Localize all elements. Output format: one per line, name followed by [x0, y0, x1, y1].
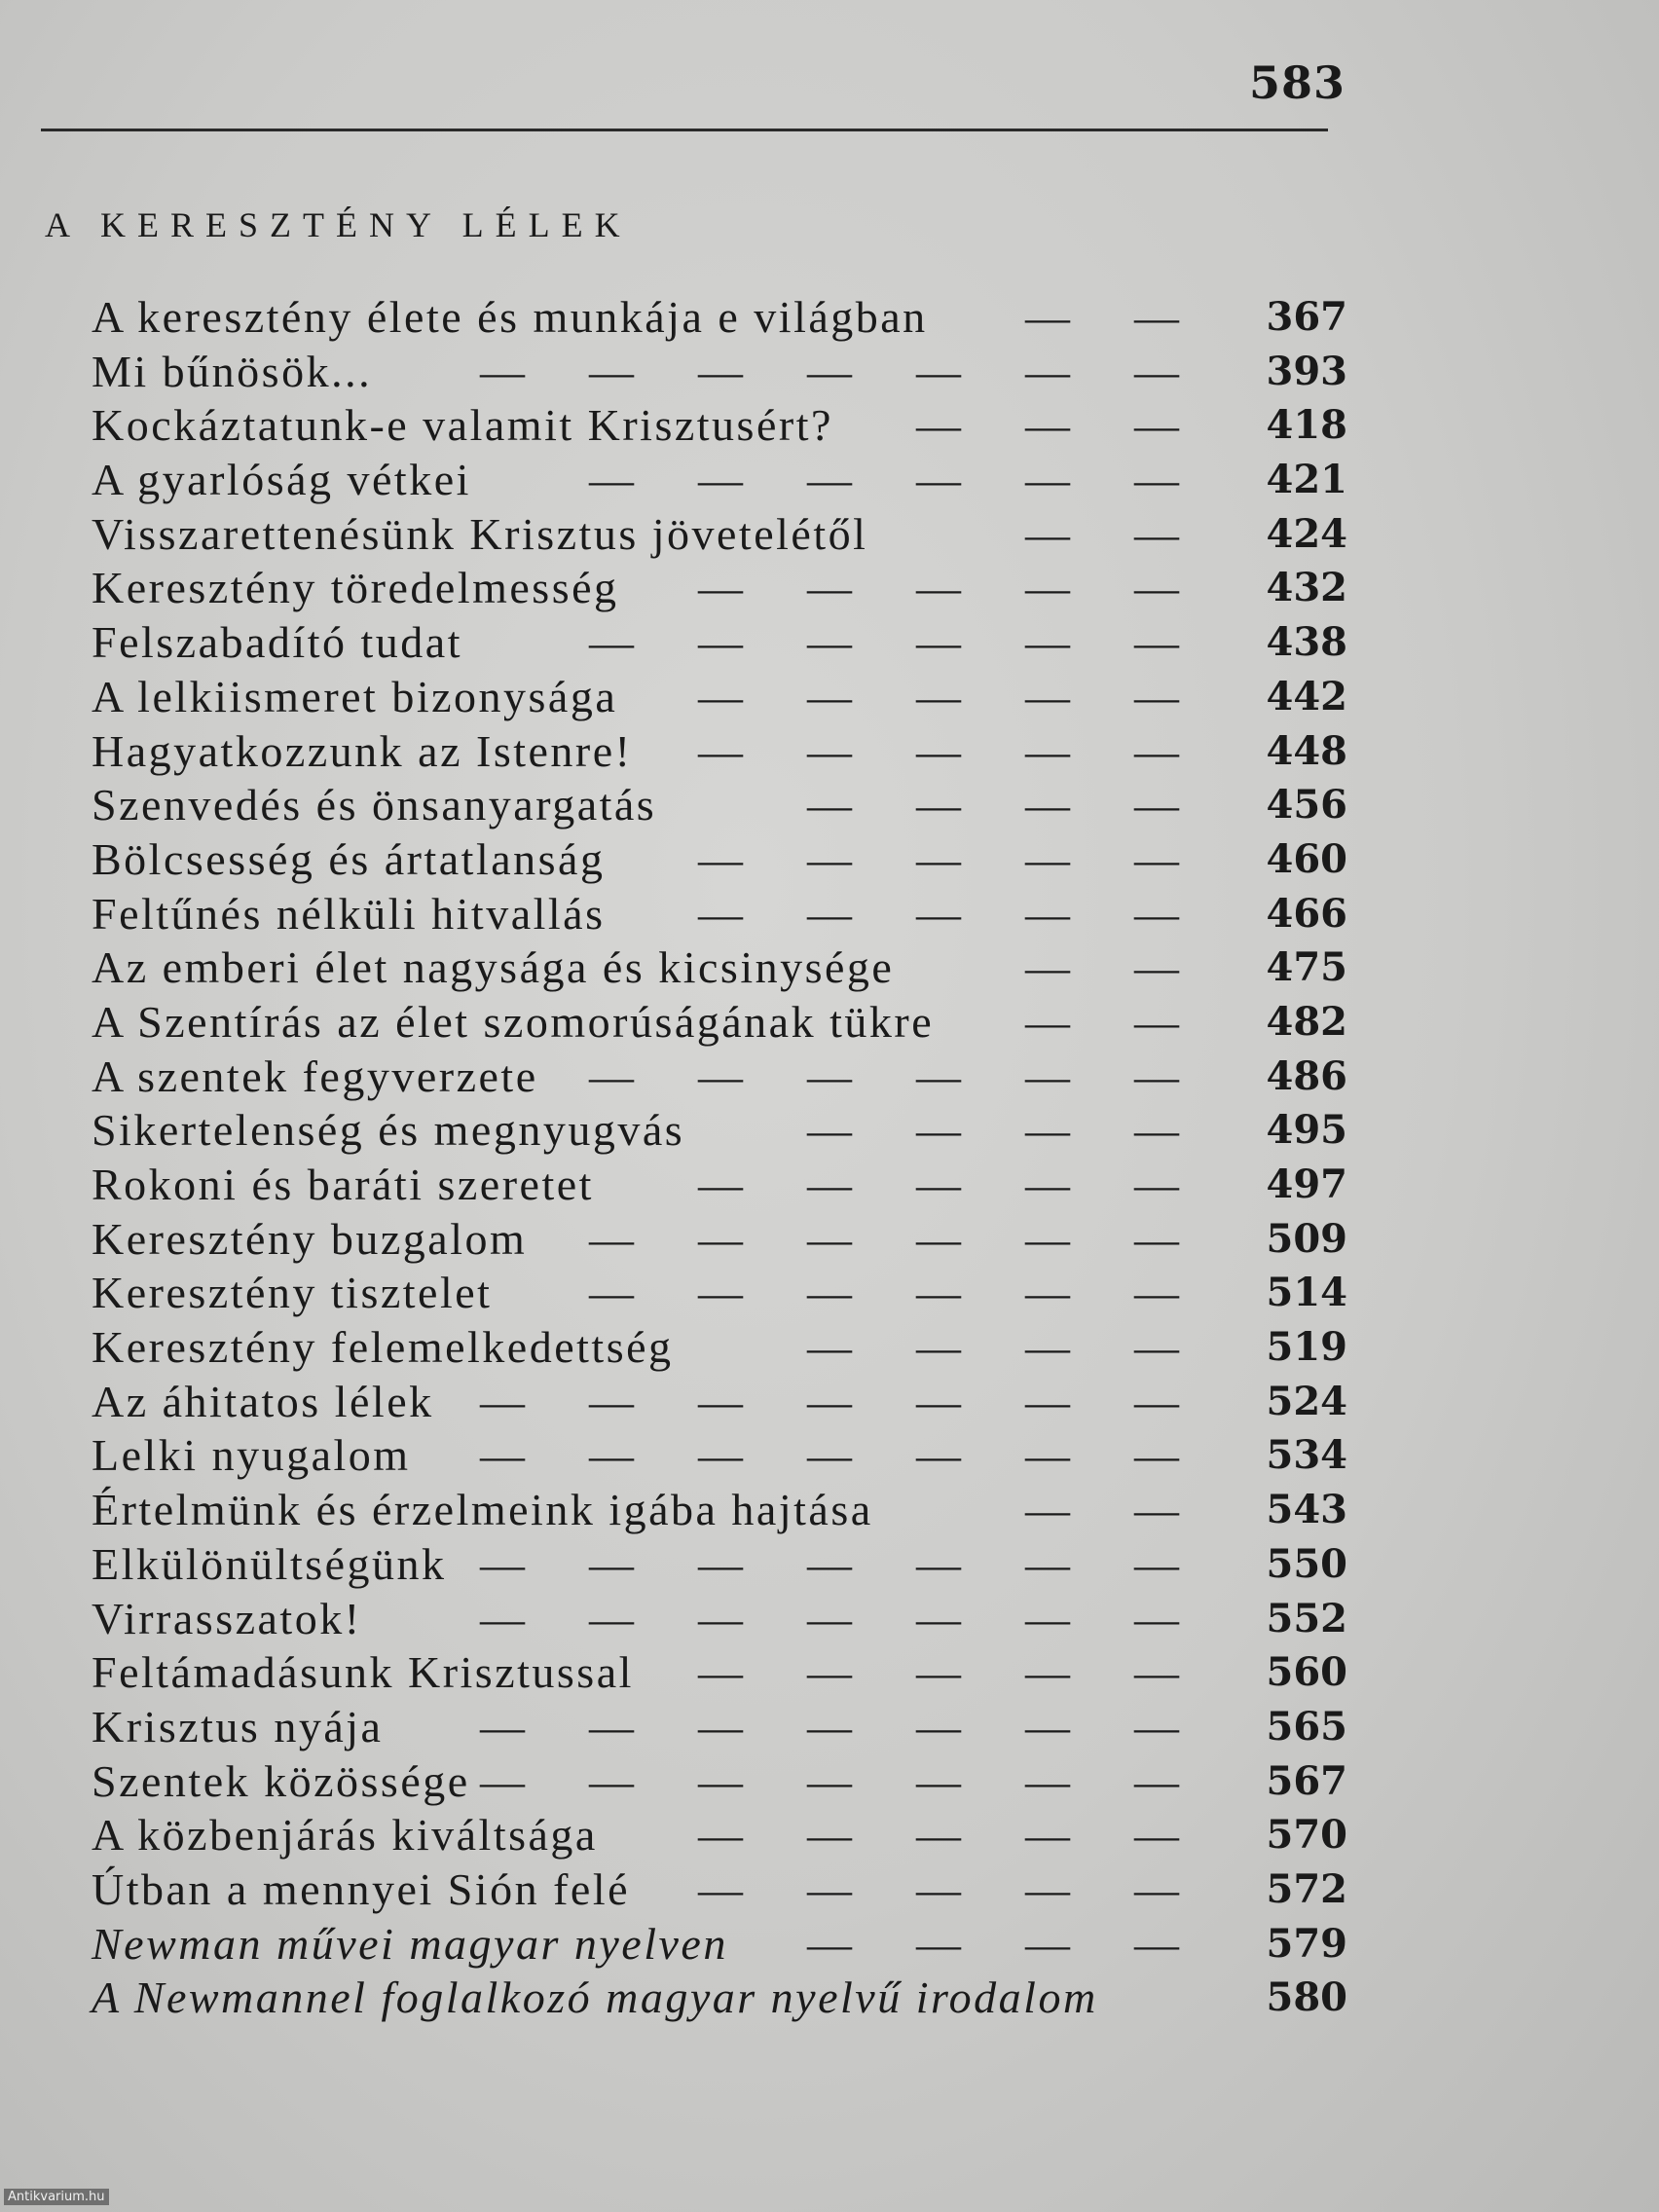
leader-dash: —	[1134, 780, 1179, 830]
leader-dash: —	[589, 1538, 634, 1589]
leader-dash: —	[698, 1376, 743, 1426]
leader-dash: —	[1134, 563, 1179, 613]
leader-dash: —	[916, 1376, 961, 1426]
toc-entry-leader	[448, 1592, 1211, 1646]
leader-dash: —	[1025, 1863, 1070, 1914]
leader-dash: —	[1025, 1105, 1070, 1156]
toc-entry-page: 552	[1266, 1595, 1347, 1641]
toc-entry-title: A Szentírás az élet szomorúságának tükre	[92, 996, 935, 1047]
leader-dash: —	[1025, 1538, 1070, 1589]
toc-entry-leader	[666, 1862, 1211, 1917]
leader-dash: —	[807, 1538, 852, 1589]
toc-entry-leader	[666, 1158, 1211, 1212]
leader-dash: —	[698, 617, 743, 668]
toc-entry-page: 580	[1266, 1974, 1347, 2021]
leader-dash: —	[916, 1538, 961, 1589]
toc-entry-page: 421	[1266, 457, 1347, 503]
leader-dash: —	[1134, 1863, 1179, 1914]
leader-dash: —	[916, 1701, 961, 1751]
toc-entry-page: 367	[1266, 294, 1347, 340]
leader-dash: —	[807, 1593, 852, 1643]
toc-entry	[92, 453, 1347, 507]
toc-entry	[92, 1971, 1347, 2025]
leader-dash: —	[916, 888, 961, 939]
toc-entry-leader	[557, 1212, 1211, 1267]
toc-entry-title: Keresztény buzgalom	[92, 1213, 528, 1264]
leader-dash: —	[1025, 833, 1070, 884]
leader-dash: —	[807, 1647, 852, 1698]
leader-dash: —	[807, 1322, 852, 1373]
toc-entry	[92, 1592, 1347, 1646]
leader-dash: —	[807, 1430, 852, 1481]
leader-dash: —	[916, 1322, 961, 1373]
leader-dash: —	[698, 1810, 743, 1861]
toc-entry-page: 572	[1266, 1865, 1347, 1912]
toc-entry-page: 567	[1266, 1757, 1347, 1804]
leader-dash: —	[807, 1105, 852, 1156]
toc-entry-leader	[775, 1103, 1211, 1158]
leader-dash: —	[1025, 1160, 1070, 1209]
leader-dash: —	[589, 1430, 634, 1481]
leader-dash: —	[698, 833, 743, 884]
leader-dash: —	[1134, 1538, 1179, 1589]
toc-entry	[92, 290, 1347, 345]
leader-dash: —	[480, 1701, 525, 1751]
page-number: 583	[1248, 56, 1346, 109]
toc-entry	[92, 1212, 1347, 1267]
leader-dash: —	[589, 617, 634, 668]
leader-dash: —	[698, 1268, 743, 1318]
toc-entry-page: 456	[1266, 782, 1347, 829]
leader-dash: —	[480, 346, 525, 396]
toc-entry	[92, 345, 1347, 399]
leader-dash: —	[807, 1268, 852, 1318]
toc-entry-page: 534	[1266, 1432, 1347, 1479]
leader-dash: —	[589, 1755, 634, 1806]
toc-entry-title: A szentek fegyverzete	[92, 1051, 538, 1101]
leader-dash: —	[1025, 508, 1070, 559]
leader-dash: —	[1134, 1213, 1179, 1264]
toc-entry-page: 460	[1266, 835, 1347, 882]
leader-dash: —	[1134, 1810, 1179, 1861]
section-title: A KERESZTÉNY LÉLEK	[45, 205, 632, 244]
leader-dash: —	[1025, 1485, 1070, 1535]
toc-entry-title: Visszarettenésünk Krisztus jövetelétől	[92, 508, 868, 559]
table-of-contents	[92, 290, 1347, 2025]
toc-entry-leader	[448, 1537, 1211, 1592]
leader-dash: —	[1134, 508, 1179, 559]
toc-entry-page: 543	[1266, 1487, 1347, 1533]
leader-dash: —	[1025, 1213, 1070, 1264]
leader-dash: —	[480, 1430, 525, 1481]
toc-entry-leader	[993, 995, 1211, 1050]
toc-entry	[92, 1862, 1347, 1917]
toc-entry-page: 509	[1266, 1215, 1347, 1262]
toc-entry-page: 570	[1266, 1812, 1347, 1859]
toc-entry-title: A Newmannel foglalkozó magyar nyelvű irodalom	[92, 1972, 1098, 2023]
leader-dash: —	[1025, 1701, 1070, 1751]
toc-entry	[92, 1266, 1347, 1320]
leader-dash: —	[916, 1160, 961, 1209]
leader-dash: —	[1134, 888, 1179, 939]
toc-entry-page: 495	[1266, 1107, 1347, 1154]
leader-dash: —	[807, 346, 852, 396]
leader-dash: —	[1025, 1918, 1070, 1969]
toc-entry-title: Keresztény felemelkedettség	[92, 1322, 674, 1373]
toc-entry-leader	[775, 778, 1211, 832]
toc-entry-page: 442	[1266, 673, 1347, 719]
toc-entry-leader	[666, 887, 1211, 941]
toc-entry	[92, 670, 1347, 724]
leader-dash: —	[916, 1918, 961, 1969]
toc-entry	[92, 1700, 1347, 1754]
leader-dash: —	[589, 1593, 634, 1643]
leader-dash: —	[916, 1051, 961, 1101]
leader-dash: —	[1134, 1755, 1179, 1806]
leader-dash: —	[1025, 942, 1070, 993]
toc-entry	[92, 1645, 1347, 1700]
leader-dash: —	[698, 671, 743, 721]
leader-dash: —	[1025, 996, 1070, 1047]
toc-entry-leader	[666, 1645, 1211, 1700]
leader-dash: —	[1025, 292, 1070, 342]
leader-dash: —	[1134, 1918, 1179, 1969]
leader-dash: —	[698, 346, 743, 396]
toc-entry-page: 475	[1266, 944, 1347, 991]
leader-dash: —	[480, 1538, 525, 1589]
leader-dash: —	[1134, 1322, 1179, 1373]
leader-dash: —	[916, 833, 961, 884]
toc-entry-page: 393	[1266, 348, 1347, 394]
leader-dash: —	[807, 1051, 852, 1101]
leader-dash: —	[698, 725, 743, 776]
toc-entry-page: 424	[1266, 510, 1347, 557]
leader-dash: —	[1134, 996, 1179, 1047]
leader-dash: —	[698, 1051, 743, 1101]
toc-entry-page: 514	[1266, 1270, 1347, 1316]
toc-entry-leader	[993, 290, 1211, 345]
leader-dash: —	[916, 1430, 961, 1481]
leader-dash: —	[807, 671, 852, 721]
leader-dash: —	[698, 1430, 743, 1481]
leader-dash: —	[916, 1810, 961, 1861]
toc-entry-page: 466	[1266, 890, 1347, 937]
toc-entry-leader	[666, 832, 1211, 887]
toc-entry-title: Krisztus nyája	[92, 1701, 384, 1751]
leader-dash: —	[1134, 1105, 1179, 1156]
toc-entry-page: 486	[1266, 1052, 1347, 1099]
leader-dash: —	[698, 1755, 743, 1806]
toc-entry	[92, 615, 1347, 670]
leader-dash: —	[916, 617, 961, 668]
leader-dash: —	[807, 725, 852, 776]
toc-entry-title: Feltűnés nélküli hitvallás	[92, 888, 606, 939]
toc-entry-title: Newman művei magyar nyelven	[92, 1918, 728, 1969]
leader-dash: —	[807, 563, 852, 613]
leader-dash: —	[916, 346, 961, 396]
leader-dash: —	[698, 1863, 743, 1914]
toc-entry	[92, 398, 1347, 453]
leader-dash: —	[698, 888, 743, 939]
toc-entry-title: Szenvedés és önsanyargatás	[92, 780, 657, 830]
toc-entry-page: 448	[1266, 727, 1347, 774]
leader-dash: —	[589, 1213, 634, 1264]
toc-entry-leader	[557, 615, 1211, 670]
leader-dash: —	[1025, 780, 1070, 830]
leader-dash: —	[1025, 1322, 1070, 1373]
toc-entry-title: Keresztény töredelmesség	[92, 563, 619, 613]
toc-entry-leader	[666, 561, 1211, 615]
leader-dash: —	[916, 1647, 961, 1698]
toc-entry-title: Hagyatkozzunk az Istenre!	[92, 725, 633, 776]
toc-entry-leader	[993, 1483, 1211, 1537]
leader-dash: —	[807, 1810, 852, 1861]
leader-dash: —	[1134, 1430, 1179, 1481]
toc-entry-title: Útban a mennyei Sión felé	[92, 1863, 631, 1914]
leader-dash: —	[1134, 1051, 1179, 1101]
leader-dash: —	[1134, 1701, 1179, 1751]
leader-dash: —	[1025, 725, 1070, 776]
toc-entry	[92, 1050, 1347, 1104]
leader-dash: —	[807, 1160, 852, 1209]
toc-entry-leader	[666, 670, 1211, 724]
toc-entry	[92, 1917, 1347, 1972]
toc-entry	[92, 1537, 1347, 1592]
toc-entry-leader	[993, 940, 1211, 995]
toc-entry-leader	[666, 724, 1211, 779]
leader-dash: —	[916, 780, 961, 830]
toc-entry-title: A keresztény élete és munkája e világban	[92, 292, 928, 342]
toc-entry-leader	[666, 1808, 1211, 1862]
leader-dash: —	[807, 455, 852, 505]
leader-dash: —	[916, 455, 961, 505]
leader-dash: —	[698, 455, 743, 505]
toc-entry	[92, 887, 1347, 941]
leader-dash: —	[589, 1701, 634, 1751]
leader-dash: —	[1134, 292, 1179, 342]
leader-dash: —	[916, 1593, 961, 1643]
toc-entry-title: Az emberi élet nagysága és kicsinysége	[92, 942, 895, 993]
toc-entry-title: Kockáztatunk-e valamit Krisztusért?	[92, 400, 833, 451]
toc-entry-title: Rokoni és baráti szeretet	[92, 1160, 594, 1209]
toc-entry-title: Virrasszatok!	[92, 1593, 362, 1643]
leader-dash: —	[1134, 346, 1179, 396]
leader-dash: —	[1025, 671, 1070, 721]
toc-entry-title: Keresztény tisztelet	[92, 1268, 493, 1318]
leader-dash: —	[916, 563, 961, 613]
toc-entry	[92, 1754, 1347, 1809]
toc-entry-leader	[448, 1700, 1211, 1754]
toc-entry	[92, 940, 1347, 995]
leader-dash: —	[1025, 1593, 1070, 1643]
leader-dash: —	[1134, 400, 1179, 451]
leader-dash: —	[1025, 1430, 1070, 1481]
toc-entry-leader	[448, 1428, 1211, 1483]
toc-entry-page: 482	[1266, 998, 1347, 1045]
leader-dash: —	[698, 1213, 743, 1264]
toc-entry-title: A közbenjárás kiváltsága	[92, 1810, 598, 1861]
leader-dash: —	[916, 1213, 961, 1264]
toc-entry	[92, 778, 1347, 832]
leader-dash: —	[916, 725, 961, 776]
toc-entry-page: 524	[1266, 1378, 1347, 1424]
leader-dash: —	[1134, 1485, 1179, 1535]
leader-dash: —	[698, 1538, 743, 1589]
toc-entry	[92, 1320, 1347, 1375]
toc-entry-title: Bölcsesség és ártatlanság	[92, 833, 606, 884]
toc-entry-page: 565	[1266, 1703, 1347, 1750]
toc-entry-leader	[993, 507, 1211, 562]
leader-dash: —	[698, 1160, 743, 1209]
toc-entry-title: Feltámadásunk Krisztussal	[92, 1647, 634, 1698]
leader-dash: —	[807, 780, 852, 830]
leader-dash: —	[480, 1593, 525, 1643]
toc-entry	[92, 1428, 1347, 1483]
leader-dash: —	[480, 1376, 525, 1426]
leader-dash: —	[1025, 1647, 1070, 1698]
toc-entry-title: Az áhitatos lélek	[92, 1376, 434, 1426]
toc-entry	[92, 1103, 1347, 1158]
leader-dash: —	[1025, 888, 1070, 939]
leader-dash: —	[1025, 563, 1070, 613]
toc-entry-leader	[775, 1320, 1211, 1375]
leader-dash: —	[589, 1051, 634, 1101]
leader-dash: —	[589, 1268, 634, 1318]
toc-entry-page: 497	[1266, 1161, 1347, 1207]
toc-entry-leader	[557, 1266, 1211, 1320]
toc-entry-title: Szentek közössége	[92, 1755, 470, 1806]
toc-entry-leader	[448, 1375, 1211, 1429]
header-rule	[41, 129, 1328, 131]
leader-dash: —	[1134, 942, 1179, 993]
toc-entry-title: Értelmünk és érzelmeink igába hajtása	[92, 1485, 873, 1535]
toc-entry-title: Elkülönültségünk	[92, 1538, 447, 1589]
leader-dash: —	[1025, 1810, 1070, 1861]
toc-entry-page: 418	[1266, 402, 1347, 449]
leader-dash: —	[1134, 617, 1179, 668]
toc-entry-page: 550	[1266, 1540, 1347, 1587]
leader-dash: —	[1134, 1647, 1179, 1698]
toc-entry-leader	[448, 1754, 1211, 1809]
toc-entry	[92, 832, 1347, 887]
leader-dash: —	[807, 1755, 852, 1806]
leader-dash: —	[807, 1376, 852, 1426]
toc-entry	[92, 1158, 1347, 1212]
leader-dash: —	[1025, 346, 1070, 396]
toc-entry-title: Lelki nyugalom	[92, 1430, 411, 1481]
toc-entry	[92, 1483, 1347, 1537]
toc-entry	[92, 995, 1347, 1050]
toc-entry	[92, 561, 1347, 615]
leader-dash: —	[916, 1105, 961, 1156]
toc-entry-title: Felszabadító tudat	[92, 617, 462, 668]
leader-dash: —	[807, 1701, 852, 1751]
leader-dash: —	[1134, 671, 1179, 721]
leader-dash: —	[1025, 1755, 1070, 1806]
leader-dash: —	[698, 1593, 743, 1643]
toc-entry-leader	[557, 453, 1211, 507]
toc-entry	[92, 1808, 1347, 1862]
toc-entry-title: Sikertelenség és megnyugvás	[92, 1105, 685, 1156]
leader-dash: —	[1134, 455, 1179, 505]
leader-dash: —	[916, 1863, 961, 1914]
leader-dash: —	[589, 455, 634, 505]
toc-entry-title: Mi bűnösök...	[92, 346, 373, 396]
leader-dash: —	[1025, 1376, 1070, 1426]
leader-dash: —	[1025, 1051, 1070, 1101]
watermark: Antikvarium.hu	[4, 2189, 109, 2205]
toc-entry-title: A gyarlóság vétkei	[92, 455, 471, 505]
leader-dash: —	[807, 833, 852, 884]
toc-entry	[92, 1375, 1347, 1429]
leader-dash: —	[1134, 1268, 1179, 1318]
toc-entry-leader	[557, 1050, 1211, 1104]
leader-dash: —	[807, 1918, 852, 1969]
leader-dash: —	[698, 563, 743, 613]
leader-dash: —	[1134, 1160, 1179, 1209]
toc-entry-title: A lelkiismeret bizonysága	[92, 671, 618, 721]
toc-entry	[92, 724, 1347, 779]
toc-entry-leader	[775, 1917, 1211, 1972]
leader-dash: —	[807, 617, 852, 668]
toc-entry-page: 432	[1266, 565, 1347, 611]
leader-dash: —	[916, 400, 961, 451]
leader-dash: —	[807, 1213, 852, 1264]
leader-dash: —	[1025, 455, 1070, 505]
leader-dash: —	[698, 1647, 743, 1698]
toc-entry	[92, 507, 1347, 562]
toc-entry-page: 438	[1266, 619, 1347, 666]
leader-dash: —	[916, 1755, 961, 1806]
leader-dash: —	[1025, 617, 1070, 668]
leader-dash: —	[916, 671, 961, 721]
leader-dash: —	[1134, 1376, 1179, 1426]
leader-dash: —	[480, 1755, 525, 1806]
leader-dash: —	[589, 1376, 634, 1426]
leader-dash: —	[1134, 1593, 1179, 1643]
toc-entry-leader	[448, 345, 1211, 399]
leader-dash: —	[1134, 725, 1179, 776]
toc-entry-leader	[884, 398, 1211, 453]
leader-dash: —	[807, 888, 852, 939]
toc-entry-page: 560	[1266, 1649, 1347, 1696]
toc-entry-page: 519	[1266, 1324, 1347, 1371]
leader-dash: —	[1025, 400, 1070, 451]
leader-dash: —	[698, 1701, 743, 1751]
toc-entry-page: 579	[1266, 1920, 1347, 1967]
leader-dash: —	[916, 1268, 961, 1318]
leader-dash: —	[807, 1863, 852, 1914]
leader-dash: —	[1025, 1268, 1070, 1318]
leader-dash: —	[589, 346, 634, 396]
leader-dash: —	[1134, 833, 1179, 884]
